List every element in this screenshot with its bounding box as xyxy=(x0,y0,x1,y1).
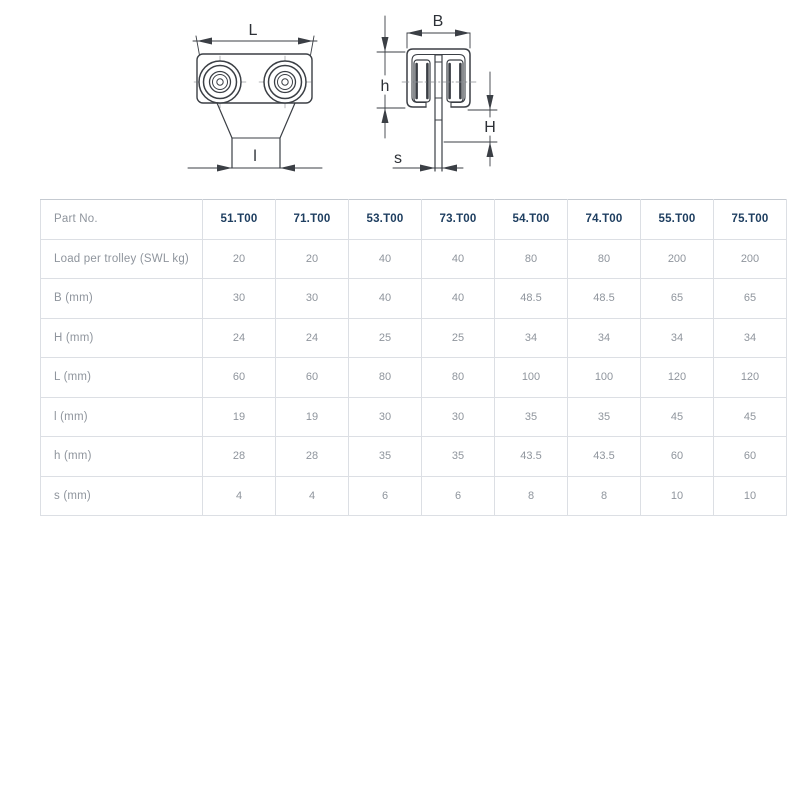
spec-table xyxy=(40,199,787,516)
dim-L-arrow-right xyxy=(298,38,313,45)
cell: 4 xyxy=(276,476,349,516)
cell: 40 xyxy=(422,279,495,319)
cell: 6 xyxy=(422,476,495,516)
part-number: 51.T00 xyxy=(203,200,276,240)
cell: 200 xyxy=(714,239,787,279)
dim-H-arrow-top xyxy=(487,95,494,110)
cell: 100 xyxy=(568,358,641,398)
cell: 4 xyxy=(203,476,276,516)
cell: 40 xyxy=(349,279,422,319)
cell: 40 xyxy=(422,239,495,279)
dim-l-arrow-left xyxy=(217,165,232,172)
cell: 30 xyxy=(422,397,495,437)
part-number: 54.T00 xyxy=(495,200,568,240)
dim-H-arrow-bottom xyxy=(487,142,494,157)
cell: 48.5 xyxy=(495,279,568,319)
cell: 34 xyxy=(495,318,568,358)
dim-s-arrow-right xyxy=(442,165,457,172)
cell: 80 xyxy=(349,358,422,398)
dim-l-label: l xyxy=(253,148,257,165)
dim-h-arrow-top xyxy=(382,37,389,52)
row-label: l (mm) xyxy=(41,397,203,437)
cell: 35 xyxy=(568,397,641,437)
cell: 35 xyxy=(349,437,422,477)
cell: 45 xyxy=(641,397,714,437)
cell: 40 xyxy=(349,239,422,279)
cell: 48.5 xyxy=(568,279,641,319)
spec-row-s xyxy=(41,476,787,516)
trolley-front-view-diagram xyxy=(183,5,325,177)
cell: 60 xyxy=(203,358,276,398)
part-number: 53.T00 xyxy=(349,200,422,240)
dim-L-arrow-left xyxy=(197,38,212,45)
roller-left xyxy=(414,60,430,102)
part-number: 73.T00 xyxy=(422,200,495,240)
part-number: 74.T00 xyxy=(568,200,641,240)
spec-row-H xyxy=(41,318,787,358)
cell: 120 xyxy=(641,358,714,398)
cell: 20 xyxy=(276,239,349,279)
cell: 65 xyxy=(714,279,787,319)
cell: 80 xyxy=(422,358,495,398)
cell: 80 xyxy=(568,239,641,279)
cell: 45 xyxy=(714,397,787,437)
cell: 10 xyxy=(714,476,787,516)
cell: 19 xyxy=(276,397,349,437)
part-number: 55.T00 xyxy=(641,200,714,240)
cell: 24 xyxy=(203,318,276,358)
spec-row-B xyxy=(41,279,787,319)
dim-B-arrow-right xyxy=(455,30,470,37)
cell: 60 xyxy=(276,358,349,398)
cell: 30 xyxy=(349,397,422,437)
cell: 24 xyxy=(276,318,349,358)
cell: 34 xyxy=(714,318,787,358)
cell: 10 xyxy=(641,476,714,516)
dim-B-arrow-left xyxy=(407,30,422,37)
spec-row-l xyxy=(41,397,787,437)
cell: 28 xyxy=(203,437,276,477)
dim-h-arrow-bottom xyxy=(382,108,389,123)
row-label: B (mm) xyxy=(41,279,203,319)
cell: 6 xyxy=(349,476,422,516)
cell: 20 xyxy=(203,239,276,279)
cell: 80 xyxy=(495,239,568,279)
cell: 30 xyxy=(203,279,276,319)
cell: 120 xyxy=(714,358,787,398)
cell: 28 xyxy=(276,437,349,477)
cell: 25 xyxy=(422,318,495,358)
hanger-shaft xyxy=(435,55,442,171)
cell: 25 xyxy=(349,318,422,358)
row-label: H (mm) xyxy=(41,318,203,358)
cell: 43.5 xyxy=(568,437,641,477)
row-label: Load per trolley (SWL kg) xyxy=(41,239,203,279)
dim-s-label: s xyxy=(394,150,402,167)
cell: 60 xyxy=(641,437,714,477)
row-label: h (mm) xyxy=(41,437,203,477)
cell: 43.5 xyxy=(495,437,568,477)
dim-B-label: B xyxy=(432,13,444,30)
part-number: 71.T00 xyxy=(276,200,349,240)
cell: 35 xyxy=(422,437,495,477)
row-label: L (mm) xyxy=(41,358,203,398)
cell: 35 xyxy=(495,397,568,437)
dim-L-label: L xyxy=(248,22,258,39)
part-number: 75.T00 xyxy=(714,200,787,240)
spec-row-L xyxy=(41,358,787,398)
header-part-no: Part No. xyxy=(41,200,203,240)
cell: 19 xyxy=(203,397,276,437)
track-section-diagram xyxy=(358,5,506,177)
dim-H-label: H xyxy=(484,119,496,136)
roller-right xyxy=(447,60,463,102)
cell: 8 xyxy=(495,476,568,516)
cell: 100 xyxy=(495,358,568,398)
row-label: s (mm) xyxy=(41,476,203,516)
cell: 34 xyxy=(568,318,641,358)
cell: 34 xyxy=(641,318,714,358)
cell: 30 xyxy=(276,279,349,319)
dim-l-arrow-right xyxy=(280,165,295,172)
spec-row-h xyxy=(41,437,787,477)
spec-row-load xyxy=(41,239,787,279)
cell: 60 xyxy=(714,437,787,477)
cell: 200 xyxy=(641,239,714,279)
dim-h-label: h xyxy=(380,78,390,95)
spec-table-header-row xyxy=(41,200,787,240)
dim-L-ext-right xyxy=(310,36,314,58)
cell: 8 xyxy=(568,476,641,516)
cell: 65 xyxy=(641,279,714,319)
dim-s-arrow-left xyxy=(420,165,435,172)
